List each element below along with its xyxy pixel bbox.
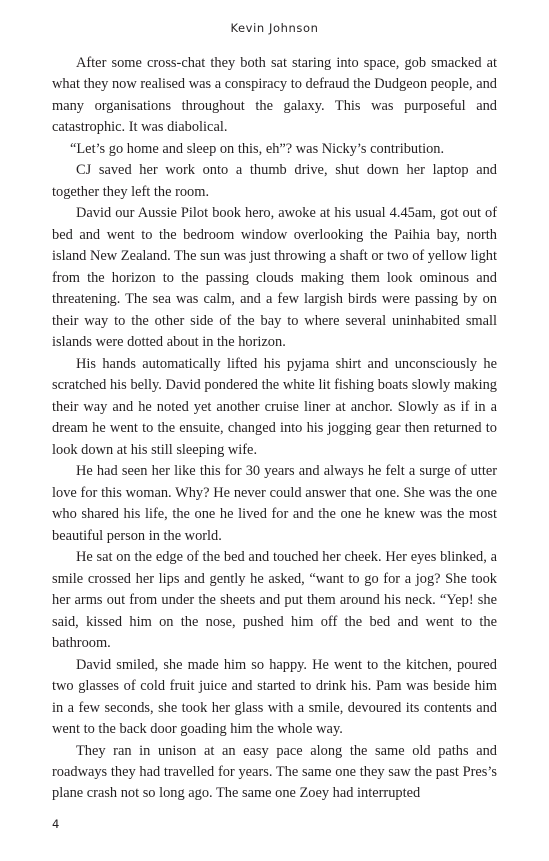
- paragraph-fruit-juice: David smiled, she made him so happy. He went to the kitchen, poured two glasses of cold fruit juice and started to drink his. Pam was beside him in a few seconds, she took her glass with a smile, devoured its contents and went to the back door goading him the whole way.: [52, 656, 497, 738]
- paragraph-jogging-gear: His hands automatically lifted his pyjama shirt and unconsciously he scratched his belly. David pondered the white lit fishing boats slowly making their way and he noted yet another cruise liner at anchor. Slowly as if in a dream he went to the ensuite, changed into his jogging gear then returned to look down at his still sleeping wife.: [52, 355, 497, 458]
- paragraph-nicky-contribution: “Let’s go home and sleep on this, eh”? was Nicky’s contribution.: [70, 140, 445, 157]
- paragraph-david-awakes: David our Aussie Pilot book hero, awoke at his usual 4.45am, got out of bed and went to the bedroom window overlooking the Paihia bay, north island New Zealand. The sun was just throwing a shaft or two of yellow light from the horizon to the passing clouds making them look ominous and threatening. The sea was calm, and a few largish birds were passing by on their way to the other side of the bay to where several uninhabited small islands were dotted about in the horizon.: [52, 205, 497, 351]
- paragraph-running: They ran in unison at an easy pace along the same old paths and roadways they had travelled for years. The same one they saw the past Pres’s plane crash not so long ago. The same one Zoey had interrupted: [52, 742, 497, 802]
- paragraph-touch-cheek: He sat on the edge of the bed and touched her cheek. Her eyes blinked, a smile crossed her lips and gently he asked, “want to go for a jog? She took her arms out from under the sheets and put them around his neck. “Yep! she said, kissed him on the nose, pushed him off the bed and went to the bathroom.: [52, 549, 497, 652]
- running-head-author: Kevin Johnson: [230, 21, 319, 35]
- paragraph-thirty-years: He had seen her like this for 30 years and always he felt a surge of utter love for this woman. Why? He never could answer that one. She was the one who shared his life, the one he lived for and the one he knew was the most beautiful person in the world.: [52, 463, 497, 544]
- paragraph-conspiracy: After some cross-chat they both sat staring into space, gob smacked at what they now realised was a conspiracy to defraud the Dudgeon people, and many organisations throughout the galaxy. This was purposeful and catastrophic. It was diabolical.: [52, 55, 497, 136]
- page-number: 4: [52, 817, 60, 831]
- paragraph-cj-leaves: CJ saved her work onto a thumb drive, shut down her laptop and together they left the room.: [52, 162, 497, 200]
- body-text: [52, 53, 497, 805]
